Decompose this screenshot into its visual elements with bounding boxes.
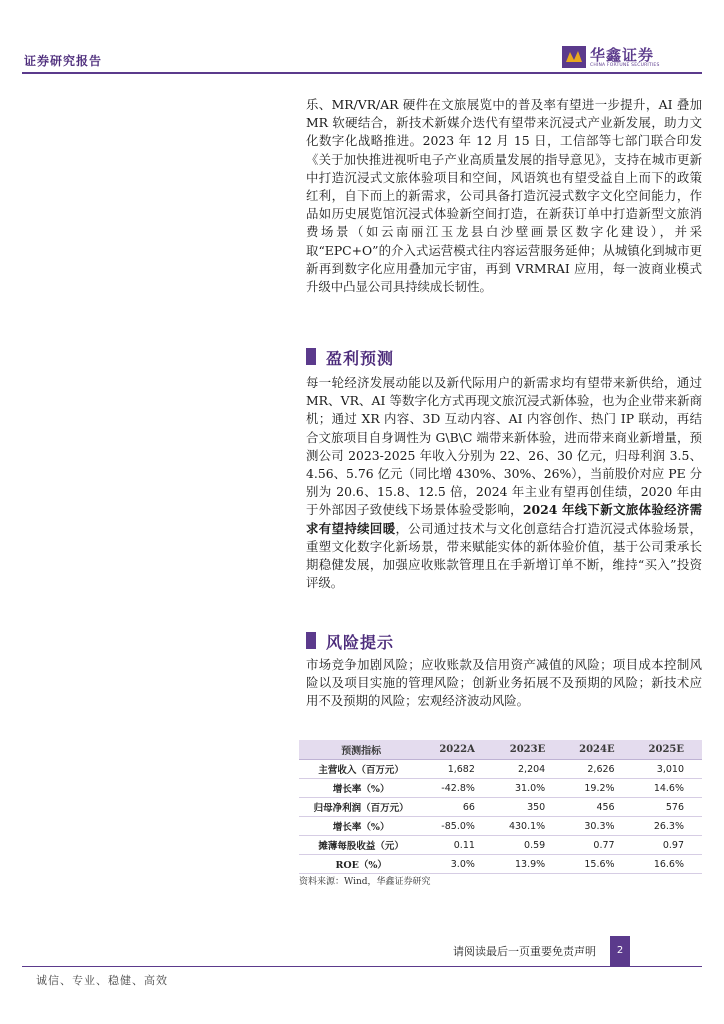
table-header-row [299, 740, 702, 760]
table-cell: ROE（%） [299, 855, 423, 874]
table-cell: 3,010 [633, 760, 702, 779]
body-paragraph-3: 市场竞争加剧风险；应收账款及信用资产减值的风险；项目成本控制风险以及项目实施的管理风险；创新业务拓展不及预期的风险；新技术应用不及预期的风险；宏观经济波动风险。 [306, 657, 702, 709]
table-cell: 456 [563, 798, 632, 817]
table-row [299, 760, 702, 779]
table-cell: 归母净利润（百万元） [299, 798, 423, 817]
table-cell: 14.6% [633, 779, 702, 798]
brand-subtitle: CHINA FORTUNE SECURITIES [590, 63, 660, 68]
table-header-cell: 2024E [563, 740, 632, 760]
table-cell: 2,626 [563, 760, 632, 779]
table-cell: 430.1% [493, 817, 563, 836]
table-cell: -85.0% [423, 817, 493, 836]
table-cell: 30.3% [563, 817, 632, 836]
table-source-note: 资料来源：Wind，华鑫证券研究 [299, 877, 431, 887]
page-number: 2 [610, 936, 630, 966]
table-row [299, 817, 702, 836]
disclaimer-link-box[interactable] [453, 938, 610, 967]
body-paragraph-1: 乐、MR/VR/AR 硬件在文旅展览中的普及率有望进一步提升，AI 叠加 MR 软硬结合，新技术新媒介迭代有望带来沉浸式产业新发展，助力文化数字化战略推进。2023 年 12 月 15 日，工信部等七部门联合印发《关于加快推进视听电子产业高质量发展的指导意见》，支持在城市更新中打造沉浸式文旅体验项目和空间，风语筑也有望受益自上而下的政策红利，自下而上的新需求，公司具备打造沉浸式数字文化空间能力，作品如历史展览馆沉浸式体验新空间打造，在新获订单中打造新型文旅消费场景（如云南丽江玉龙县白沙壁画景区数字化建设），并采取“EPC+O”的介入式运营模式往内容运营服务延伸；从城镇化到城市更新再到数字化应用叠加元宇宙，再到 VRMRAI 应用，每一波商业模式升级中凸显公司具持续成长韧性。 [306, 97, 702, 295]
table-cell: 66 [423, 798, 493, 817]
forecast-table [299, 740, 702, 874]
table-row [299, 836, 702, 855]
paragraph-emphasis: 2024 年线下新文旅体验经济需求有望持续回暖 [306, 502, 702, 536]
table-cell: 增长率（%） [299, 817, 423, 836]
brand-mark-icon [562, 46, 586, 68]
table-cell: 31.0% [493, 779, 563, 798]
footer-motto: 诚信、专业、稳健、高效 [36, 974, 168, 987]
table-row [299, 798, 702, 817]
section-bar-icon [306, 348, 316, 365]
table-cell: 26.3% [633, 817, 702, 836]
table-cell: 0.59 [493, 836, 563, 855]
table-cell: 1,682 [423, 760, 493, 779]
header-rule [22, 72, 702, 74]
table-cell: 15.6% [563, 855, 632, 874]
table-cell: 350 [493, 798, 563, 817]
table-cell: -42.8% [423, 779, 493, 798]
table-cell: 0.77 [563, 836, 632, 855]
brand-name: 华鑫证券 [590, 46, 655, 64]
section-bar-icon [306, 632, 316, 649]
paragraph-text: 每一轮经济发展动能以及新代际用户的新需求均有望带来新供给，通过 MR、VR、AI 等数字化方式再现文旅沉浸式新体验，也为企业带来新商机；通过 XR 内容、3D 互动内容、AI 内容创作、热门 IP 联动，再结合文旅项目自身调性为 G\B\C 端带来新体验，进而带来商业新增量，预测公司 2023-2025 年收入分别为 22、26、30 亿元，归母利润 3.5、4.56、5.76 亿元（同比增 430%、30%、26%），当前股价对应 PE 分别为 20.6、15.8、12.5 倍，2024 年主业有望再创佳绩，2020 年由于外部因子致使线下场景体验受影响， [306, 375, 702, 518]
table-row [299, 779, 702, 798]
table-header-cell: 2025E [633, 740, 702, 760]
table-header-cell: 2023E [493, 740, 563, 760]
table-cell: 19.2% [563, 779, 632, 798]
section-title: 盈利预测 [326, 349, 395, 368]
table-cell: 0.11 [423, 836, 493, 855]
table-cell: 16.6% [633, 855, 702, 874]
paragraph-text: ，公司通过技术与文化创意结合打造沉浸式体验场景，重塑文化数字化新场景，带来赋能实体的新体验价值，基于公司秉承长期稳健发展，加强应收账款管理且在手新增订单不断，维持“买入”投资评级。 [306, 520, 703, 591]
table-row [299, 855, 702, 874]
table-cell: 增长率（%） [299, 779, 423, 798]
table-header-cell: 预测指标 [299, 740, 423, 760]
table-cell: 主营收入（百万元） [299, 760, 423, 779]
table-cell: 摊薄每股收益（元） [299, 836, 423, 855]
brand-logo [562, 44, 702, 72]
table-header-cell: 2022A [423, 740, 493, 760]
section-title: 风险提示 [326, 633, 395, 652]
table-cell: 2,204 [493, 760, 563, 779]
table-cell: 13.9% [493, 855, 563, 874]
footer-rule [22, 966, 702, 967]
table-cell: 3.0% [423, 855, 493, 874]
disclaimer-note[interactable]: 请阅读最后一页重要免责声明 [453, 945, 596, 958]
body-paragraph-2 [306, 374, 702, 592]
report-header-label: 证券研究报告 [24, 54, 103, 68]
table-cell: 0.97 [633, 836, 702, 855]
table-cell: 576 [633, 798, 702, 817]
